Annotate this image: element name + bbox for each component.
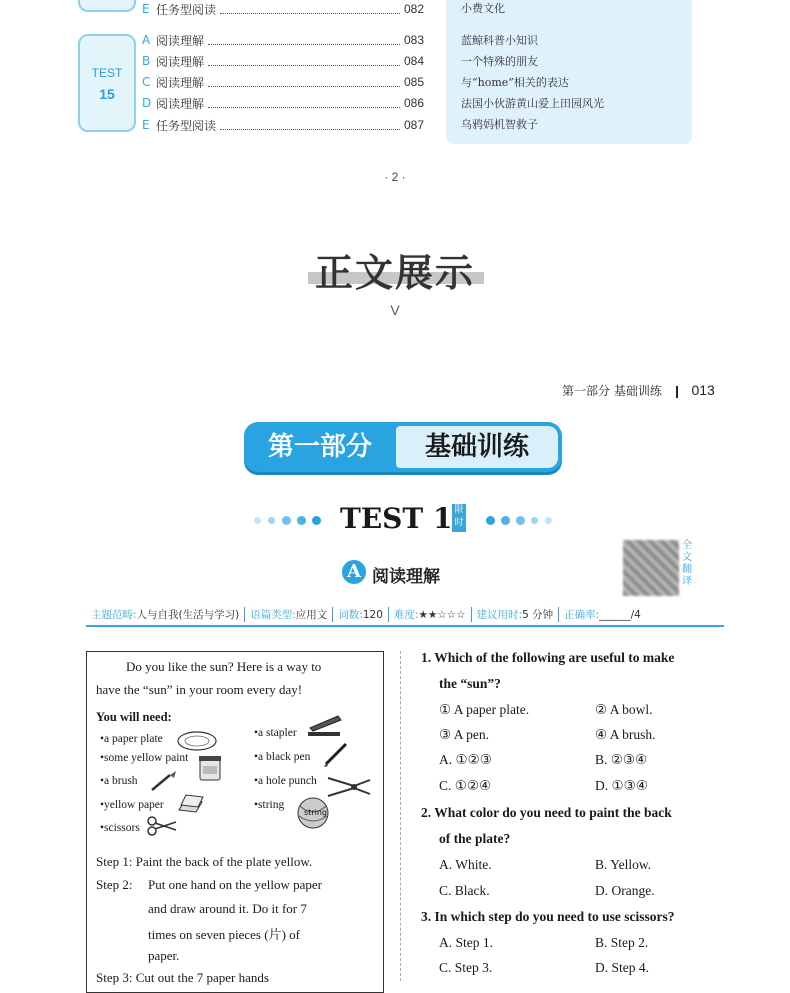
side-topic-item: 乌鸦妈机智救子 xyxy=(461,118,538,131)
meta-difficulty: 难度:★★☆☆☆ xyxy=(389,607,472,622)
toc-row-letter: E xyxy=(142,2,150,16)
qr-label: 全文翻译 xyxy=(682,540,692,587)
meta-topic: 主题范畴:人与自我(生活与学习) xyxy=(86,607,245,622)
question-1-stem: 1. Which of the following are useful to make xyxy=(421,650,675,665)
meta-time: 建议用时:5 分钟 xyxy=(472,607,560,622)
toc-row-title: 阅读理解 xyxy=(156,33,205,48)
decor-dot xyxy=(312,516,321,525)
showcase-title: 正文展示 xyxy=(314,251,475,295)
qr-code[interactable] xyxy=(623,540,679,596)
toc-row[interactable] xyxy=(142,94,424,112)
toc-row[interactable] xyxy=(142,116,424,134)
decor-dot xyxy=(545,517,552,524)
toc-leader-dots xyxy=(208,99,400,108)
brush-icon xyxy=(148,770,178,794)
toc-leader-dots xyxy=(208,78,400,87)
string-ball-label: string xyxy=(304,808,327,817)
need-item: •a black pen xyxy=(254,751,311,763)
question-2-stem: 2. What color do you need to paint the back xyxy=(421,805,672,820)
decor-dot xyxy=(531,517,538,524)
decor-dot xyxy=(282,516,291,525)
need-item: •scissors xyxy=(100,822,140,834)
need-item: •a hole punch xyxy=(254,775,317,787)
need-item: •some yellow paint xyxy=(100,752,189,764)
toc-leader-dots xyxy=(220,5,400,14)
toc-row-page: 086 xyxy=(403,96,424,110)
decor-dot xyxy=(297,516,306,525)
question-2-option[interactable]: B. Yellow. xyxy=(595,857,652,872)
question-3-option[interactable]: B. Step 2. xyxy=(595,935,649,950)
step-3-partial: Step 3: Cut out the 7 paper hands xyxy=(96,970,269,985)
test-box-label: TEST xyxy=(91,66,123,80)
meta-bar xyxy=(86,603,724,627)
decor-dot xyxy=(268,517,275,524)
toc-row-page: 087 xyxy=(403,118,424,132)
toc-row-letter: C xyxy=(142,75,151,89)
string-ball-icon xyxy=(292,796,334,830)
toc-row[interactable] xyxy=(142,31,424,49)
toc-row-letter: A xyxy=(142,33,151,47)
toc-row[interactable] xyxy=(142,0,424,18)
question-1-item: ③ A pen. xyxy=(439,727,489,742)
side-topic-item: 蓝鲸科普小知识 xyxy=(461,34,538,47)
step-2-line: and draw around it. Do it for 7 xyxy=(148,901,307,916)
question-1-item: ② A bowl. xyxy=(595,702,653,717)
previous-test-box-edge xyxy=(78,0,136,12)
question-1-stem: the “sun”? xyxy=(439,676,501,691)
toc-row-page: 082 xyxy=(403,2,424,16)
decor-dot xyxy=(516,516,525,525)
step-2-label: Step 2: xyxy=(96,877,133,892)
toc-row-title: 阅读理解 xyxy=(156,54,205,69)
passage-intro-line: Do you like the sun? Here is a way to xyxy=(126,659,322,674)
question-3-option[interactable]: A. Step 1. xyxy=(439,935,493,950)
side-topic-item: 一个特殊的朋友 xyxy=(461,55,538,68)
need-item: •a paper plate xyxy=(100,733,163,745)
question-1-item: ① A paper plate. xyxy=(439,702,530,717)
toc-row[interactable] xyxy=(142,52,424,70)
toc-leader-dots xyxy=(220,121,400,130)
part-banner xyxy=(244,422,562,472)
header-divider xyxy=(676,386,678,398)
need-item: •a brush xyxy=(100,775,138,787)
question-1-item: ④ A brush. xyxy=(595,727,656,742)
meta-genre: 语篇类型:应用文 xyxy=(245,607,333,622)
side-topic-item: 小费文化 xyxy=(461,2,505,15)
question-2-option[interactable]: D. Orange. xyxy=(595,883,655,898)
toc-row-title: 阅读理解 xyxy=(156,75,205,90)
test-title: TEST 1 xyxy=(340,502,453,535)
decor-dot xyxy=(501,516,510,525)
banner-part-title: 基础训练 xyxy=(396,426,558,468)
toc-row-letter: B xyxy=(142,54,151,68)
pen-icon xyxy=(322,740,350,768)
step-2-line: Put one hand on the yellow paper xyxy=(148,877,323,892)
page-number: · 2 · xyxy=(384,170,406,184)
column-divider xyxy=(400,651,401,981)
decor-dot xyxy=(254,517,261,524)
toc-leader-dots xyxy=(208,57,400,66)
step-2-line: paper. xyxy=(148,948,180,963)
question-1-option[interactable]: C. ①②④ xyxy=(439,778,492,793)
toc-row-page: 083 xyxy=(403,33,424,47)
toc-row-title: 任务型阅读 xyxy=(156,118,217,133)
toc-row-title: 任务型阅读 xyxy=(156,2,217,17)
question-2-option[interactable]: A. White. xyxy=(439,857,492,872)
running-header-page: 013 xyxy=(691,382,715,398)
toc-row-page: 085 xyxy=(403,75,424,89)
banner-part-label: 第一部分 xyxy=(267,432,372,462)
question-1-option[interactable]: B. ②③④ xyxy=(595,752,648,767)
question-1-option[interactable]: D. ①③④ xyxy=(595,778,648,793)
decor-dot xyxy=(486,516,495,525)
section-letter-badge: A xyxy=(342,560,366,584)
question-3-option[interactable]: D. Step 4. xyxy=(595,960,649,975)
timed-tag: 限时 xyxy=(452,504,466,532)
question-1-option[interactable]: A. ①②③ xyxy=(439,752,492,767)
step-1: Step 1: Paint the back of the plate yellow. xyxy=(96,854,313,869)
need-item: •a stapler xyxy=(254,727,297,739)
paint-jar-icon xyxy=(196,752,224,782)
question-2-option[interactable]: C. Black. xyxy=(439,883,490,898)
scissors-icon xyxy=(146,816,178,836)
paper-stack-icon xyxy=(176,792,204,816)
toc-leader-dots xyxy=(208,36,400,45)
meta-accuracy: 正确率:______/4 xyxy=(564,608,641,621)
passage-intro-line: have the “sun” in your room every day! xyxy=(96,682,303,697)
question-3-option[interactable]: C. Step 3. xyxy=(439,960,493,975)
question-2-stem: of the plate? xyxy=(439,831,511,846)
toc-row[interactable] xyxy=(142,73,424,91)
question-3-stem: 3. In which step do you need to use scissors? xyxy=(421,909,675,924)
section-title: 阅读理解 xyxy=(372,567,440,587)
toc-row-letter: E xyxy=(142,118,150,132)
stapler-icon xyxy=(304,710,344,740)
toc-row-letter: D xyxy=(142,96,152,110)
paper-plate-icon xyxy=(176,730,218,752)
chevron-down-icon: V xyxy=(390,302,400,318)
running-header xyxy=(562,382,715,399)
test-15-box xyxy=(78,34,136,132)
step-2-line: times on seven pieces (片) of xyxy=(148,927,300,942)
toc-row-title: 阅读理解 xyxy=(156,96,205,111)
need-item: •yellow paper xyxy=(100,799,164,811)
running-header-section: 第一部分 基础训练 xyxy=(562,384,662,398)
side-topic-item: 法国小伙游黄山爱上田园风光 xyxy=(461,97,604,110)
toc-row-page: 084 xyxy=(403,54,424,68)
test-box-number: 15 xyxy=(99,86,115,102)
need-heading: You will need: xyxy=(96,710,172,724)
need-item: •string xyxy=(254,799,285,811)
meta-word-count: 词数:120 xyxy=(333,607,389,622)
side-topic-item: 与“home”相关的表达 xyxy=(461,76,569,89)
